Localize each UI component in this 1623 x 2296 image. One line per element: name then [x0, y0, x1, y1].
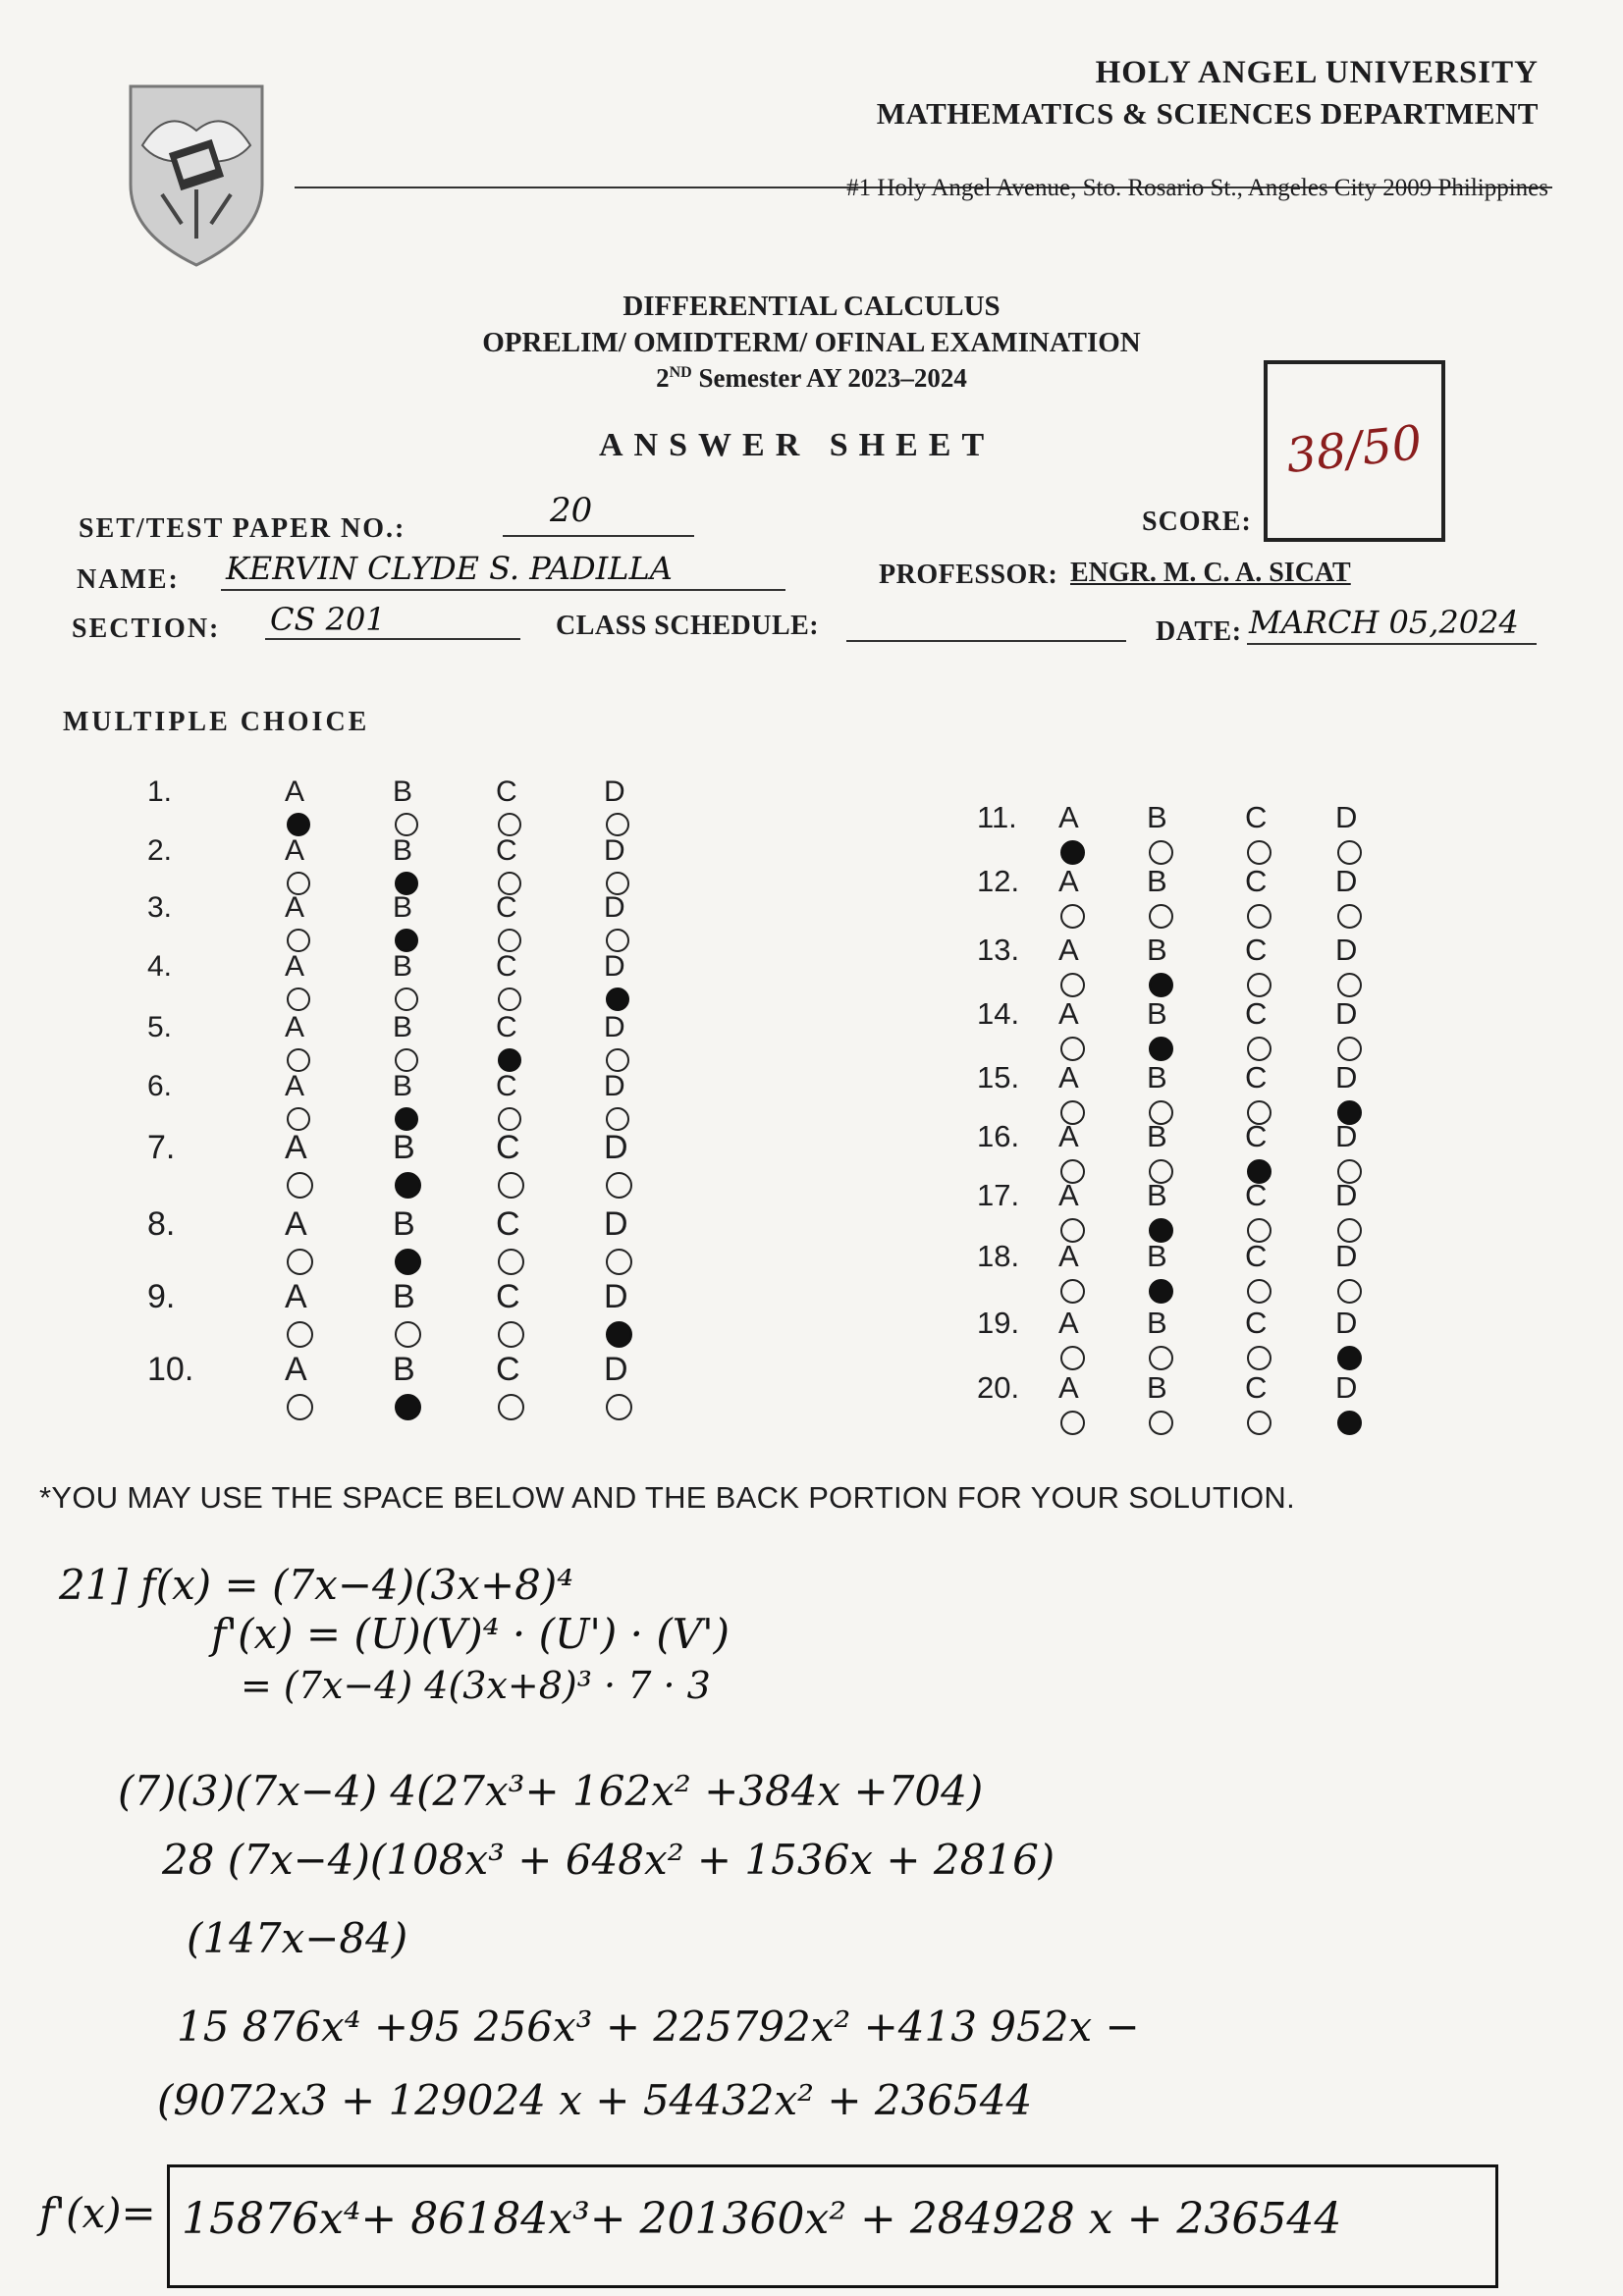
bubble-icon — [1247, 1346, 1271, 1370]
question-number: 4. — [147, 950, 173, 983]
score-value: 38/50 — [1283, 414, 1425, 485]
bubble-icon — [1337, 1279, 1362, 1304]
bubble-icon — [606, 1048, 629, 1072]
option-d-bubble[interactable] — [604, 1070, 629, 1137]
solution-line-1: 21] f(x) = (7x−4)(3x+8)⁴ — [59, 1561, 574, 1609]
option-letter: C — [1245, 996, 1268, 1031]
option-b-bubble[interactable] — [1147, 996, 1173, 1067]
option-letter: A — [285, 1011, 305, 1043]
bubble-icon — [287, 929, 310, 952]
question-number: 15. — [977, 1060, 1020, 1095]
bubble-icon — [1247, 1411, 1271, 1435]
question-number: 5. — [147, 1011, 173, 1043]
option-letter: B — [393, 775, 413, 808]
option-letter: A — [1058, 1060, 1079, 1095]
option-letter: B — [1147, 1306, 1167, 1340]
date-label: DATE: — [1156, 616, 1242, 647]
bubble-icon — [498, 988, 521, 1011]
option-letter: C — [496, 1129, 520, 1166]
university-name: HOLY ANGEL UNIVERSITY — [1095, 55, 1539, 90]
option-b-bubble[interactable] — [393, 1070, 418, 1137]
bubble-icon — [1337, 904, 1362, 929]
bubble-icon — [1247, 1037, 1271, 1061]
option-letter: B — [393, 1351, 415, 1388]
option-d-bubble[interactable] — [604, 1011, 629, 1078]
question-number: 13. — [977, 933, 1020, 967]
option-a-bubble[interactable] — [285, 775, 310, 842]
option-b-bubble[interactable] — [393, 1011, 418, 1078]
option-c-bubble[interactable] — [496, 1278, 524, 1355]
option-letter: A — [1058, 1119, 1079, 1153]
bubble-icon — [606, 1249, 632, 1275]
bubble-icon — [1337, 840, 1362, 865]
option-d-bubble[interactable] — [1335, 1306, 1362, 1376]
answer-sheet-title: ANSWER SHEET — [599, 427, 996, 463]
option-letter: B — [1147, 800, 1167, 834]
option-letter: B — [1147, 1239, 1167, 1273]
bubble-icon — [395, 929, 418, 952]
set-value[interactable]: 20 — [550, 491, 593, 530]
option-c-bubble[interactable] — [496, 891, 521, 958]
bubble-icon — [287, 1321, 313, 1348]
option-letter: C — [1245, 1060, 1268, 1095]
question-number: 16. — [977, 1119, 1020, 1153]
option-letter: A — [285, 1129, 307, 1166]
option-letter: C — [496, 1278, 520, 1315]
option-c-bubble[interactable] — [1245, 933, 1271, 1003]
solution-line-4: (7)(3)(7x−4) 4(27x³+ 162x² +384x +704) — [118, 1767, 984, 1815]
set-label: SET/TEST PAPER NO.: — [79, 513, 406, 544]
option-letter: A — [285, 891, 305, 924]
option-letter: C — [496, 891, 517, 924]
option-b-bubble[interactable] — [393, 1129, 421, 1205]
option-letter: C — [1245, 864, 1268, 898]
option-c-bubble[interactable] — [496, 775, 521, 842]
option-letter: B — [393, 834, 413, 867]
option-letter: D — [604, 891, 625, 924]
question-number: 14. — [977, 996, 1020, 1031]
bubble-icon — [1149, 1279, 1173, 1304]
option-letter: C — [496, 1205, 520, 1243]
solution-line-5: 28 (7x−4)(108x³ + 648x² + 1536x + 2816) — [162, 1836, 1055, 1884]
option-letter: A — [1058, 800, 1079, 834]
professor-value: ENGR. M. C. A. SICAT — [1070, 558, 1351, 588]
option-letter: A — [285, 1278, 307, 1315]
option-letter: D — [1335, 1239, 1358, 1273]
option-letter: D — [604, 1278, 628, 1315]
question-number: 2. — [147, 834, 173, 867]
bubble-icon — [1149, 1346, 1173, 1370]
option-d-bubble[interactable] — [1335, 996, 1362, 1067]
bubble-icon — [1337, 1346, 1362, 1370]
name-value[interactable]: KERVIN CLYDE S. PADILLA — [226, 550, 673, 587]
bubble-icon — [1149, 1037, 1173, 1061]
question-number: 17. — [977, 1178, 1020, 1212]
solution-line-6: (147x−84) — [187, 1914, 408, 1962]
question-number: 10. — [147, 1351, 194, 1388]
option-c-bubble[interactable] — [1245, 1370, 1271, 1441]
option-d-bubble[interactable] — [1335, 1370, 1362, 1441]
option-letter: A — [285, 1070, 305, 1102]
option-letter: B — [1147, 1060, 1167, 1095]
question-number: 6. — [147, 1070, 173, 1102]
option-letter: C — [496, 1070, 517, 1102]
bubble-icon — [1149, 973, 1173, 997]
option-c-bubble[interactable] — [1245, 996, 1271, 1067]
question-number: 19. — [977, 1306, 1020, 1340]
bubble-icon — [395, 813, 418, 836]
bubble-icon — [1060, 840, 1085, 865]
bubble-icon — [287, 1172, 313, 1199]
bubble-icon — [1060, 1346, 1085, 1370]
bubble-icon — [1247, 840, 1271, 865]
multiple-choice-title: MULTIPLE CHOICE — [63, 707, 370, 737]
bubble-icon — [1247, 973, 1271, 997]
option-letter: C — [1245, 1119, 1268, 1153]
bubble-icon — [498, 1172, 524, 1199]
bubble-icon — [1149, 840, 1173, 865]
option-a-bubble[interactable] — [285, 1129, 313, 1205]
option-a-bubble[interactable] — [285, 1205, 313, 1282]
bubble-icon — [395, 1321, 421, 1348]
bubble-icon — [395, 1172, 421, 1199]
option-letter: C — [1245, 1306, 1268, 1340]
exam-type: OPRELIM/ OMIDTERM/ OFINAL EXAMINATION — [482, 327, 1141, 358]
option-letter: C — [1245, 800, 1268, 834]
option-b-bubble[interactable] — [1147, 1239, 1173, 1309]
semester-text: Semester AY 2023–2024 — [691, 363, 967, 393]
option-d-bubble[interactable] — [1335, 933, 1362, 1003]
solution-line-8: (9072x3 + 129024 x + 54432x² + 236544 — [157, 2076, 1033, 2124]
option-c-bubble[interactable] — [496, 1205, 524, 1282]
option-d-bubble[interactable] — [604, 1205, 632, 1282]
option-b-bubble[interactable] — [393, 1351, 421, 1427]
bubble-icon — [1337, 973, 1362, 997]
question-number: 18. — [977, 1239, 1020, 1273]
option-a-bubble[interactable] — [1058, 1306, 1085, 1376]
option-letter: C — [496, 834, 517, 867]
bubble-icon — [1247, 904, 1271, 929]
option-b-bubble[interactable] — [393, 950, 418, 1017]
option-d-bubble[interactable] — [604, 1351, 632, 1427]
bubble-icon — [395, 1394, 421, 1420]
name-label: NAME: — [77, 564, 180, 595]
option-letter: D — [604, 775, 625, 808]
bubble-icon — [1060, 973, 1085, 997]
question-number: 3. — [147, 891, 173, 924]
option-a-bubble[interactable] — [1058, 1370, 1085, 1441]
option-d-bubble[interactable] — [604, 1129, 632, 1205]
option-b-bubble[interactable] — [1147, 864, 1173, 934]
option-letter: D — [1335, 1060, 1358, 1095]
semester-number: 2 — [656, 363, 670, 393]
option-letter: D — [604, 1129, 628, 1166]
bubble-icon — [395, 1249, 421, 1275]
option-c-bubble[interactable] — [1245, 800, 1271, 871]
option-b-bubble[interactable] — [1147, 933, 1173, 1003]
question-number: 11. — [977, 800, 1017, 834]
bubble-icon — [395, 1048, 418, 1072]
option-letter: A — [285, 1205, 307, 1243]
section-value[interactable]: CS 201 — [270, 601, 386, 638]
option-letter: B — [393, 1011, 413, 1043]
bubble-icon — [606, 1172, 632, 1199]
option-letter: C — [496, 950, 517, 983]
option-d-bubble[interactable] — [1335, 864, 1362, 934]
option-letter: C — [1245, 1239, 1268, 1273]
solution-line-3: = (7x−4) 4(3x+8)³ · 7 · 3 — [241, 1664, 711, 1707]
option-a-bubble[interactable] — [1058, 933, 1085, 1003]
bubble-icon — [498, 813, 521, 836]
score-label: SCORE: — [1142, 507, 1252, 537]
solution-line-7: 15 876x⁴ +95 256x³ + 225792x² +413 952x − — [177, 2002, 1140, 2051]
department-name: MATHEMATICS & SCIENCES DEPARTMENT — [876, 96, 1539, 131]
option-b-bubble[interactable] — [1147, 1370, 1173, 1441]
option-a-bubble[interactable] — [285, 891, 310, 958]
option-d-bubble[interactable] — [604, 891, 629, 958]
bubble-icon — [1247, 1279, 1271, 1304]
option-letter: C — [1245, 1370, 1268, 1405]
option-d-bubble[interactable] — [604, 775, 629, 842]
option-b-bubble[interactable] — [393, 1278, 421, 1355]
question-number: 1. — [147, 775, 173, 808]
bubble-icon — [606, 1107, 629, 1131]
option-a-bubble[interactable] — [1058, 864, 1085, 934]
bubble-icon — [287, 988, 310, 1011]
final-answer: 15876x⁴+ 86184x³+ 201360x² + 284928 x + 236544 — [182, 2194, 1342, 2244]
option-a-bubble[interactable] — [1058, 800, 1085, 871]
option-letter: C — [496, 1011, 517, 1043]
bubble-icon — [498, 929, 521, 952]
bubble-icon — [606, 813, 629, 836]
option-c-bubble[interactable] — [1245, 864, 1271, 934]
option-letter: B — [1147, 1119, 1167, 1153]
bubble-icon — [287, 1048, 310, 1072]
option-b-bubble[interactable] — [393, 1205, 421, 1282]
option-a-bubble[interactable] — [285, 950, 310, 1017]
bubble-icon — [1060, 1037, 1085, 1061]
course-title: DIFFERENTIAL CALCULUS — [622, 291, 1001, 322]
option-letter: A — [1058, 996, 1079, 1031]
option-letter: D — [1335, 1370, 1358, 1405]
option-letter: A — [1058, 864, 1079, 898]
university-address: #1 Holy Angel Avenue, Sto. Rosario St., Angeles City 2009 Philippines — [846, 175, 1548, 201]
option-a-bubble[interactable] — [285, 1070, 310, 1137]
bubble-icon — [287, 1107, 310, 1131]
final-answer-prefix: f'(x)= — [39, 2189, 156, 2237]
bubble-icon — [1149, 904, 1173, 929]
option-letter: B — [393, 1129, 415, 1166]
option-letter: D — [604, 950, 625, 983]
option-letter: A — [285, 775, 305, 808]
option-letter: B — [1147, 1178, 1167, 1212]
option-b-bubble[interactable] — [393, 775, 418, 842]
option-c-bubble[interactable] — [496, 1129, 524, 1205]
option-letter: D — [1335, 864, 1358, 898]
option-letter: A — [1058, 933, 1079, 967]
option-letter: D — [604, 1205, 628, 1243]
bubble-icon — [498, 1048, 521, 1072]
option-c-bubble[interactable] — [496, 1011, 521, 1078]
option-letter: D — [604, 1070, 625, 1102]
bubble-icon — [395, 1107, 418, 1131]
bubble-icon — [498, 1321, 524, 1348]
option-letter: B — [1147, 996, 1167, 1031]
option-letter: D — [1335, 996, 1358, 1031]
option-letter: D — [1335, 800, 1358, 834]
option-letter: D — [604, 1011, 625, 1043]
bubble-icon — [1337, 1037, 1362, 1061]
option-letter: A — [1058, 1178, 1079, 1212]
date-value[interactable]: MARCH 05,2024 — [1249, 604, 1519, 641]
bubble-icon — [1060, 1411, 1085, 1435]
bubble-icon — [606, 929, 629, 952]
option-b-bubble[interactable] — [393, 891, 418, 958]
option-d-bubble[interactable] — [1335, 800, 1362, 871]
bubble-icon — [1149, 1411, 1173, 1435]
question-number: 9. — [147, 1278, 176, 1315]
bubble-icon — [606, 988, 629, 1011]
bubble-icon — [1060, 904, 1085, 929]
bubble-icon — [606, 1394, 632, 1420]
option-a-bubble[interactable] — [285, 1278, 313, 1355]
question-number: 12. — [977, 864, 1020, 898]
bubble-icon — [498, 1249, 524, 1275]
option-letter: B — [393, 1278, 415, 1315]
option-b-bubble[interactable] — [1147, 1306, 1173, 1376]
option-d-bubble[interactable] — [604, 950, 629, 1017]
option-c-bubble[interactable] — [496, 1351, 524, 1427]
option-letter: B — [1147, 933, 1167, 967]
option-b-bubble[interactable] — [1147, 800, 1173, 871]
option-a-bubble[interactable] — [285, 1351, 313, 1427]
option-letter: A — [285, 950, 305, 983]
bubble-icon — [1060, 1279, 1085, 1304]
solution-line-2: f'(x) = (U)(V)⁴ · (U') · (V') — [211, 1610, 730, 1658]
option-a-bubble[interactable] — [1058, 996, 1085, 1067]
bubble-icon — [287, 1394, 313, 1420]
option-d-bubble[interactable] — [1335, 1239, 1362, 1309]
bubble-icon — [606, 1321, 632, 1348]
option-letter: B — [393, 950, 413, 983]
option-letter: C — [496, 775, 517, 808]
option-letter: B — [393, 891, 413, 924]
bubble-icon — [287, 1249, 313, 1275]
question-number: 7. — [147, 1129, 176, 1166]
option-letter: A — [1058, 1306, 1079, 1340]
option-letter: A — [285, 834, 305, 867]
question-number: 8. — [147, 1205, 176, 1243]
semester-suffix: ND — [669, 364, 692, 381]
option-letter: A — [1058, 1370, 1079, 1405]
bubble-icon — [287, 813, 310, 836]
option-c-bubble[interactable] — [1245, 1239, 1271, 1309]
option-a-bubble[interactable] — [285, 1011, 310, 1078]
option-c-bubble[interactable] — [496, 950, 521, 1017]
option-letter: C — [1245, 1178, 1268, 1212]
option-letter: D — [1335, 1306, 1358, 1340]
option-c-bubble[interactable] — [1245, 1306, 1271, 1376]
option-letter: D — [1335, 933, 1358, 967]
option-d-bubble[interactable] — [604, 1278, 632, 1355]
option-letter: A — [285, 1351, 307, 1388]
option-letter: D — [604, 1351, 628, 1388]
option-a-bubble[interactable] — [1058, 1239, 1085, 1309]
option-letter: D — [1335, 1119, 1358, 1153]
option-letter: B — [1147, 1370, 1167, 1405]
solution-note: *YOU MAY USE THE SPACE BELOW AND THE BACK PORTION FOR YOUR SOLUTION. — [39, 1480, 1296, 1515]
bubble-icon — [1337, 1411, 1362, 1435]
section-label: SECTION: — [72, 614, 221, 644]
option-letter: D — [1335, 1178, 1358, 1212]
option-letter: B — [1147, 864, 1167, 898]
bubble-icon — [395, 988, 418, 1011]
option-letter: A — [1058, 1239, 1079, 1273]
option-letter: C — [1245, 933, 1268, 967]
option-letter: B — [393, 1205, 415, 1243]
professor-label: PROFESSOR: — [879, 560, 1058, 590]
bubble-icon — [498, 1394, 524, 1420]
option-c-bubble[interactable] — [496, 1070, 521, 1137]
option-letter: B — [393, 1070, 413, 1102]
option-letter: C — [496, 1351, 520, 1388]
bubble-icon — [498, 1107, 521, 1131]
option-letter: D — [604, 834, 625, 867]
schedule-label: CLASS SCHEDULE: — [556, 611, 820, 641]
question-number: 20. — [977, 1370, 1020, 1405]
